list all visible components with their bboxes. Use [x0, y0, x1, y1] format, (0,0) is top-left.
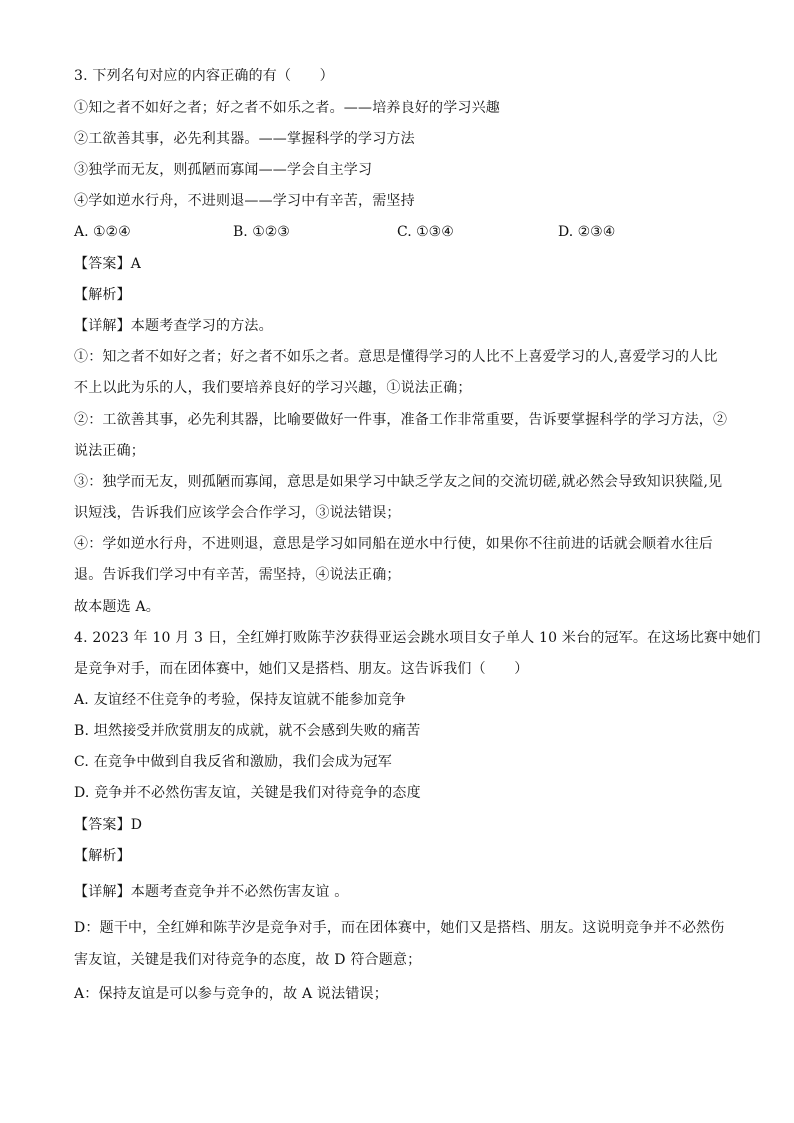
q4-stem-line: 是竞争对手，而在团体赛中，她们又是搭档、朋友。这告诉我们（ ） — [74, 661, 529, 677]
q4-option-a: A. 友谊经不住竞争的考验，保持友谊就不能参加竞争 — [74, 692, 407, 708]
q3-explanation-line: ③：独学而无友，则孤陋而寡闻，意思是如果学习中缺乏学友之间的交流切磋,就必然会导致知识狭隘,见 — [74, 474, 723, 490]
q3-explanation-line: ②：工欲善其事，必先利其器，比喻要做好一件事，准备工作非常重要，告诉要掌握科学的学习方法，② — [74, 412, 728, 428]
q3-item-4: ④学如逆水行舟，不进则退——学习中有辛苦，需坚持 — [74, 193, 415, 209]
q3-explanation-line: ①：知之者不如好之者；好之者不如乐之者。意思是懂得学习的人比不上喜爱学习的人,喜爱学习的人比 — [74, 349, 718, 365]
q3-explanation-line: 说法正确； — [74, 443, 145, 459]
q4-answer: 【答案】D — [74, 817, 143, 833]
q4-stem-line: 4. 2023 年 10 月 3 日，全红婵打败陈芋汐获得亚运会跳水项目女子单人 10 米台的冠军。在这场比赛中她们 — [74, 630, 761, 646]
q3-item-3: ③独学而无友，则孤陋而寡闻——学会自主学习 — [74, 162, 373, 178]
q3-option-c: C. ①③④ — [397, 224, 454, 240]
q3-conclusion: 故本题选 A。 — [74, 599, 160, 615]
q3-stem: 3. 下列名句对应的内容正确的有（ ） — [74, 68, 334, 84]
q3-item-1: ①知之者不如好之者；好之者不如乐之者。——培养良好的学习兴趣 — [74, 100, 500, 116]
q3-answer: 【答案】A — [74, 256, 142, 272]
q4-explanation-line: A：保持友谊是可以参与竞争的，故 A 说法错误； — [74, 986, 388, 1002]
q3-analysis-heading: 【解析】 — [74, 287, 131, 303]
q3-explanation-line: 识短浅，告诉我们应该学会合作学习，③说法错误； — [74, 505, 401, 521]
q3-explanation-line: 不上以此为乐的人，我们要培养良好的学习兴趣，①说法正确； — [74, 380, 472, 396]
q3-detail: 【详解】本题考查学习的方法。 — [74, 318, 273, 334]
q4-explanation-line: 害友谊，关键是我们对待竞争的态度，故 D 符合题意； — [74, 952, 422, 968]
q3-option-a: A. ①②④ — [74, 224, 131, 240]
q3-option-b: B. ①②③ — [233, 224, 290, 240]
q3-explanation-line: ④：学如逆水行舟，不进则退，意思是学习如同船在逆水中行使，如果你不往前进的话就会顺着水往后 — [74, 536, 713, 552]
q3-option-d: D. ②③④ — [558, 224, 616, 240]
q4-analysis-heading: 【解析】 — [74, 848, 131, 864]
q4-option-b: B. 坦然接受并欣赏朋友的成就，就不会感到失败的痛苦 — [74, 723, 421, 739]
q4-option-d: D. 竞争并不必然伤害友谊，关键是我们对待竞争的态度 — [74, 785, 421, 801]
q3-explanation-line: 退。告诉我们学习中有辛苦，需坚持，④说法正确； — [74, 567, 401, 583]
q4-detail: 【详解】本题考查竞争并不必然伤害友谊 。 — [74, 884, 349, 900]
q4-option-c: C. 在竞争中做到自我反省和激励，我们会成为冠军 — [74, 754, 392, 770]
q3-item-2: ②工欲善其事，必先利其器。——掌握科学的学习方法 — [74, 131, 415, 147]
q4-explanation-line: D：题干中，全红婵和陈芋汐是竞争对手，而在团体赛中，她们又是搭档、朋友。这说明竞争并不必然伤 — [74, 920, 725, 936]
